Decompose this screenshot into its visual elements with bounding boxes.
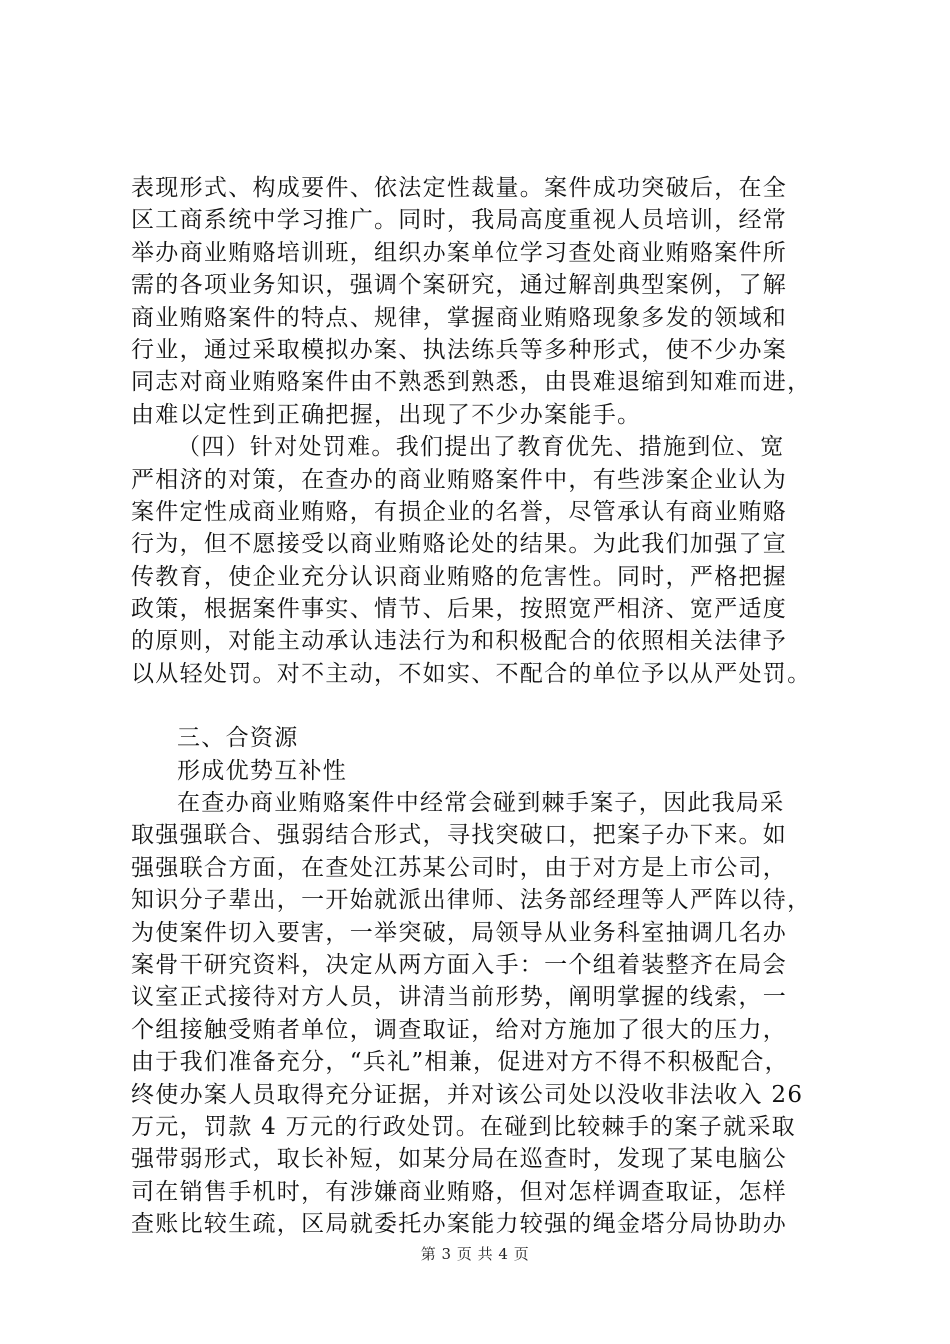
text-line: 强带弱形式，取长补短，如某分局在巡查时，发现了某电脑公 bbox=[131, 1146, 788, 1173]
page-number-label: 第 3 页 共 4 页 bbox=[420, 1245, 530, 1263]
page-footer bbox=[0, 1243, 950, 1264]
text-line: 同志对商业贿赂案件由不熟悉到熟悉，由畏难退缩到知难而进， bbox=[131, 369, 812, 396]
text-line: 议室正式接待对方人员，讲清当前形势，阐明掌握的线索，一 bbox=[131, 984, 788, 1011]
text-line: 举办商业贿赂培训班，组织办案单位学习查处商业贿赂案件所 bbox=[131, 239, 788, 266]
text-line: 查账比较生疏，区局就委托办案能力较强的绳金塔分局协助办 bbox=[131, 1211, 788, 1238]
text-line: 个组接触受贿者单位，调查取证，给对方施加了很大的压力， bbox=[131, 1016, 788, 1043]
section-subheading: 形成优势互补性 bbox=[177, 757, 348, 784]
text-line: 政策，根据案件事实、情节、后果，按照宽严相济、宽严适度 bbox=[131, 596, 788, 623]
text-line: 万元，罚款 4 万元的行政处罚。在碰到比较棘手的案子就采取 bbox=[131, 1113, 796, 1140]
text-line: 传教育，使企业充分认识商业贿赂的危害性。同时，严格把握 bbox=[131, 563, 788, 590]
paragraph-gap bbox=[131, 690, 831, 722]
text-line: 区工商系统中学习推广。同时，我局高度重视人员培训，经常 bbox=[131, 207, 788, 234]
text-line: 由于我们准备充分，“兵礼”相兼，促进对方不得不积极配合， bbox=[131, 1049, 789, 1076]
text-line: 商业贿赂案件的特点、规律，掌握商业贿赂现象多发的领域和 bbox=[131, 304, 788, 331]
section-heading: 三、合资源 bbox=[177, 725, 299, 752]
text-line: 强强联合方面，在查处江苏某公司时，由于对方是上市公司， bbox=[131, 854, 788, 881]
text-line: 的原则，对能主动承认违法行为和积极配合的依照相关法律予 bbox=[131, 628, 788, 655]
text-line: 案件定性成商业贿赂，有损企业的名誉，尽管承认有商业贿赂 bbox=[131, 498, 788, 525]
text-line: 由难以定性到正确把握，出现了不少办案能手。 bbox=[131, 401, 642, 428]
document-body bbox=[131, 172, 831, 1241]
text-line: 为使案件切入要害，一举突破，局领导从业务科室抽调几名办 bbox=[131, 919, 788, 946]
text-line: （四）针对处罚难。我们提出了教育优先、措施到位、宽 bbox=[177, 434, 785, 461]
text-line: 在查办商业贿赂案件中经常会碰到棘手案子，因此我局采 bbox=[177, 790, 785, 817]
text-line: 案骨干研究资料，决定从两方面入手：一个组着装整齐在局会 bbox=[131, 951, 788, 978]
text-line: 终使办案人员取得充分证据，并对该公司处以没收非法收入 26 bbox=[131, 1081, 804, 1108]
text-line: 以从轻处罚。对不主动，不如实、不配合的单位予以从严处罚。 bbox=[131, 660, 812, 687]
text-line: 表现形式、构成要件、依法定性裁量。案件成功突破后，在全 bbox=[131, 175, 788, 201]
text-line: 需的各项业务知识，强调个案研究，通过解剖典型案例，了解 bbox=[131, 272, 788, 299]
text-line: 严相济的对策，在查办的商业贿赂案件中，有些涉案企业认为 bbox=[131, 466, 788, 493]
text-line: 行业，通过采取模拟办案、执法练兵等多种形式，使不少办案 bbox=[131, 336, 788, 363]
text-line: 取强强联合、强弱结合形式，寻找突破口，把案子办下来。如 bbox=[131, 822, 788, 849]
text-line: 知识分子辈出，一开始就派出律师、法务部经理等人严阵以待， bbox=[131, 887, 812, 914]
text-line: 行为，但不愿接受以商业贿赂论处的结果。为此我们加强了宣 bbox=[131, 531, 788, 558]
text-line: 司在销售手机时，有涉嫌商业贿赂，但对怎样调查取证，怎样 bbox=[131, 1178, 788, 1205]
